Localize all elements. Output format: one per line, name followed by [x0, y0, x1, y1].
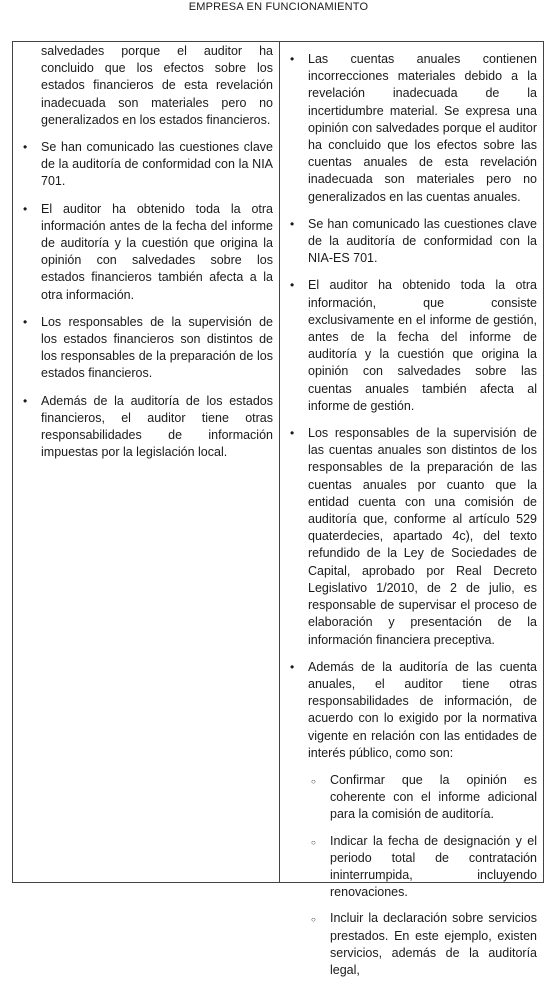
bullet-icon: • — [290, 426, 295, 441]
right-item-text: El auditor ha obtenido toda la otra información, que consiste exclusivamente en el informe de gestión, antes de la fecha del informe de auditoría y la cuestión que origina la opinión con salvedades sobre las cuentas anuales también afecta al informe de gestión. — [308, 278, 537, 413]
left-continuation-text: salvedades porque el auditor ha concluido que los efectos sobre los estados financieros de esta revelación inadecuada son materiales pero no generalizados en los estados financieros. — [41, 44, 273, 127]
bullet-icon: • — [23, 140, 28, 155]
right-column — [280, 42, 543, 988]
right-item-text: Los responsables de la supervisión de las cuentas anuales son distintos de los responsables de la preparación de las cuentas anuales por cuanto que la entidad cuenta con una comisión de auditoría que, conforme al artículo 529 quaterdecies, apartado 4c), del texto refundido de la Ley de Sociedades de Capital, aprobado por Real Decreto Legislativo 1/2010, de 2 de julio, es responsable de supervisar el proceso de elaboración y presentación de la información financiera preceptiva. — [308, 426, 537, 647]
left-list-item — [19, 139, 273, 191]
circle-bullet-icon: ○ — [311, 837, 316, 847]
page-header: EMPRESA EN FUNCIONAMIENTO — [188, 1, 369, 13]
left-item-text: Además de la auditoría de los estados financieros, el auditor tiene otras responsabilidades de información impuestas por la legislación local. — [41, 393, 273, 460]
right-item-text: Las cuentas anuales contienen incorrecciones materiales debido a la revelación inadecuada de la incertidumbre material. Se expresa una opinión con salvedades porque el auditor ha concluido que los efectos sobre las cuentas anuales de esta revelación inadecuada son materiales pero no generalizados en las cuentas anuales. — [308, 52, 537, 204]
left-item-text: Los responsables de la supervisión de los estados financieros son distintos de los responsables de la preparación de los estados financieros. — [41, 314, 273, 381]
right-sub-item — [286, 910, 537, 979]
right-list-item — [286, 216, 537, 268]
comparison-table — [12, 41, 544, 977]
right-sub-item — [286, 772, 537, 824]
left-column — [13, 42, 279, 471]
right-list-item — [286, 277, 537, 415]
bullet-icon: • — [290, 52, 295, 66]
left-list-item — [19, 393, 273, 462]
bullet-icon: • — [23, 314, 28, 329]
left-list-item — [19, 201, 273, 304]
circle-bullet-icon: ○ — [311, 776, 316, 786]
left-item-text: Se han comunicado las cuestiones clave de la auditoría de conformidad con la NIA 701. — [41, 140, 273, 189]
right-list-item — [286, 659, 537, 762]
bullet-icon: • — [23, 393, 28, 408]
right-item-text: Además de la auditoría de las cuenta anuales, el auditor tiene otras responsabilidades de información, de acuerdo con lo exigido por la normativa vigente en relación con las entidades de interés público, como son: — [308, 659, 537, 760]
bullet-icon: • — [290, 216, 295, 231]
right-list-item — [286, 425, 537, 649]
bullet-icon: • — [290, 659, 295, 674]
right-subitem-text: Confirmar que la opinión es coherente con el informe adicional para la comisión de auditoría. — [330, 772, 537, 822]
right-list-item — [286, 51, 537, 206]
right-sub-item — [286, 833, 537, 902]
bullet-icon: • — [290, 278, 295, 293]
circle-bullet-icon: ○ — [311, 915, 316, 925]
left-list-item — [19, 314, 273, 383]
right-subitem-text: Incluir la declaración sobre servicios prestados. En este ejemplo, existen servicios, además de la auditoría legal, — [330, 911, 537, 977]
left-item-text: El auditor ha obtenido toda la otra información antes de la fecha del informe de auditoría y la cuestión que origina la opinión con salvedades sobre los estados financieros también afecta a la otra información. — [41, 201, 273, 302]
right-subitem-text: Indicar la fecha de designación y el periodo total de contratación ininterrumpida, incluyendo renovaciones. — [330, 833, 537, 900]
bullet-icon: • — [23, 201, 28, 216]
right-item-text: Se han comunicado las cuestiones clave de la auditoría de conformidad con la NIA-ES 701. — [308, 216, 537, 266]
